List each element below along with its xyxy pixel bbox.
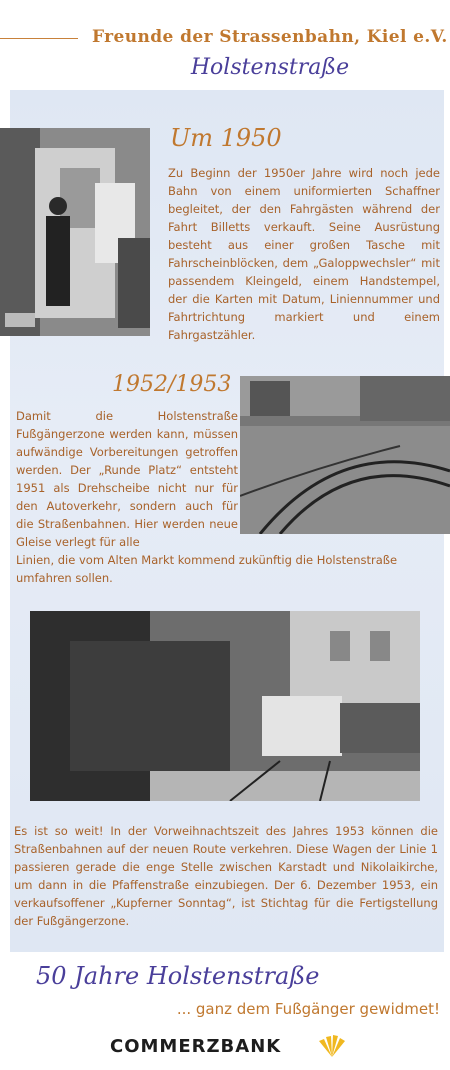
- header-rule: [0, 38, 78, 39]
- section-text-1952-1953-continued: Linien, die vom Alten Markt kommend zukünftig die Holstenstraße umfahren sollen.: [16, 553, 398, 585]
- anniversary-title: 50 Jahre Holstenstraße: [36, 962, 320, 990]
- tagline: ... ganz dem Fußgänger gewidmet!: [176, 1000, 440, 1018]
- section-text-1953: Es ist so weit! In der Vorweihnachtszeit des Jahres 1953 können die Straßenbahnen auf der neuen Route verkehren. Diese Wagen der Linie 1 passieren gerade die enge Stelle zwischen Karstadt und Nikolaikirche, um dann in die Pfaffenstraße einzubiegen. Der 6. Dezember 1953, ein verkaufsoffener „Kupferner Sonntag“, ist Stichtag für die Fertigstellung der Fußgängerzone.: [14, 824, 438, 928]
- conductor-photo: [0, 128, 150, 336]
- tram-street-photo: [30, 611, 420, 801]
- commerzbank-ribbon-icon: [315, 1033, 349, 1059]
- section-title-1950: Um 1950: [170, 124, 282, 152]
- construction-photo: [240, 376, 450, 534]
- organization-name: Freunde der Strassenbahn, Kiel e.V.: [92, 27, 448, 47]
- section-text-1950: Zu Beginn der 1950er Jahre wird noch jede Bahn von einem uniformierten Schaffner begleitet, der den Fahrgästen während der Fahrt Billetts verkauft. Seine Ausrüstung besteht aus einer großen Tasche mit Fahrscheinblöcken, dem „Galoppwechsler“ mit passendem Kleingeld, einem Handstempel, der die Karten mit Datum, Liniennummer und Fahrtrichtung markiert und einem Fahrgastzähler.: [168, 166, 440, 342]
- sponsor-name: COMMERZBANK: [110, 1036, 282, 1057]
- street-title: Holstenstraße: [190, 55, 350, 80]
- section-text-1952-1953: Damit die Holstenstraße Fußgängerzone werden kann, müssen aufwändige Vorbereitungen getroffen werden. Der „Runde Platz“ entsteht 1951 als Drehscheibe nicht nur für den Autoverkehr, sondern auch für die Straßenbahnen. Hier werden neue Gleise verlegt für alle: [16, 409, 238, 549]
- section-title-1952-1953: 1952/1953: [112, 372, 232, 397]
